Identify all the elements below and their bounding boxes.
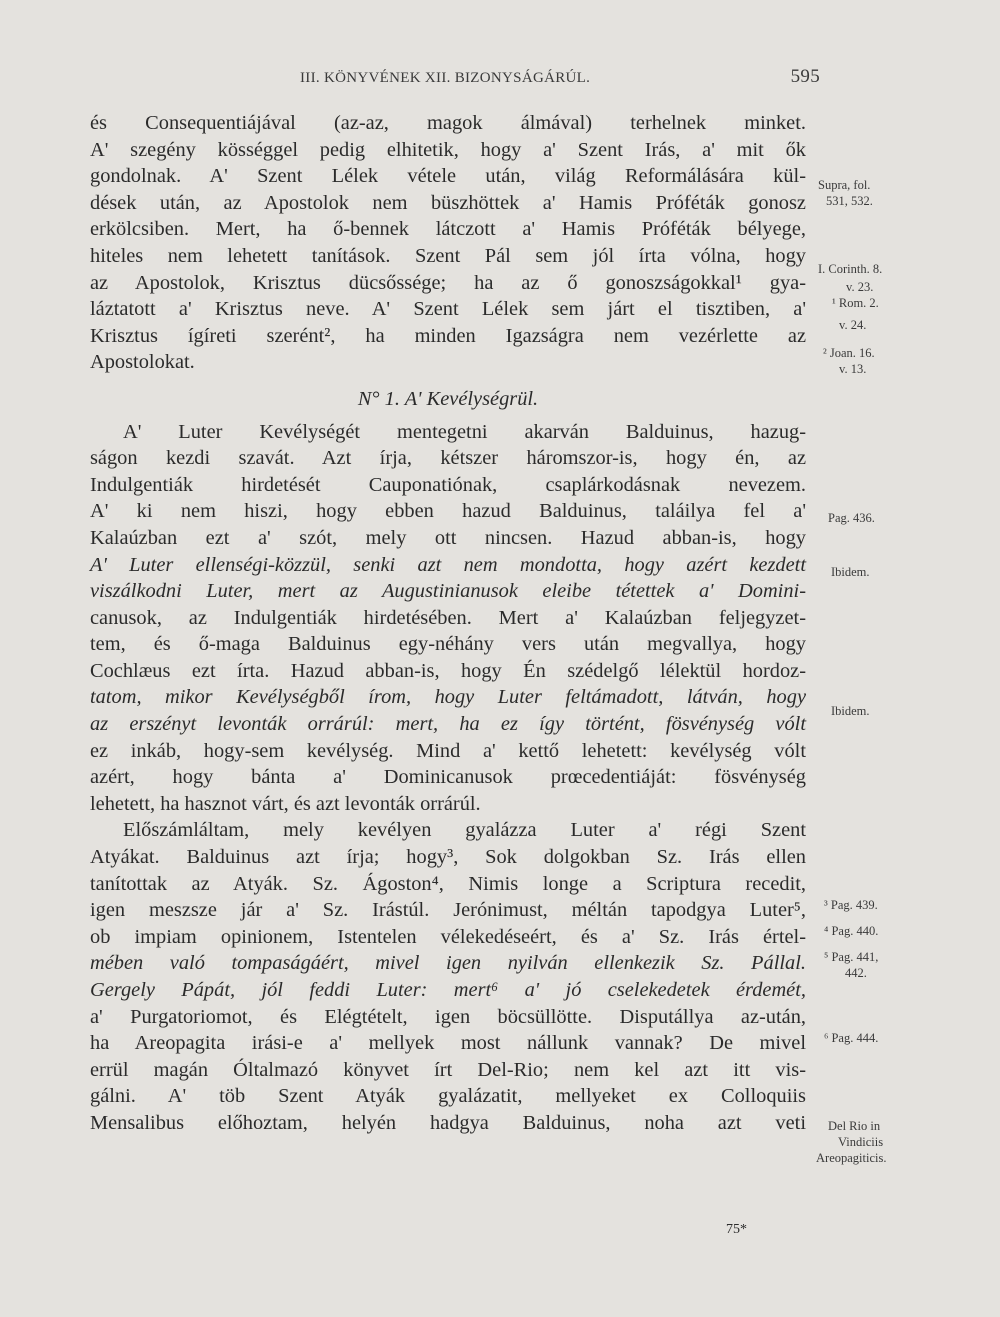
text-line: igen meszsze jár a' Sz. Irástúl. Jerónimust, méltán tapodgya Luter⁵, xyxy=(90,899,806,922)
text-line: Krisztus ígíreti szerént², ha minden Igazságra nem vezérlette az xyxy=(90,324,806,347)
text-line: lehetett, ha hasznot várt, és azt levonták orrárúl. xyxy=(90,792,481,815)
margin-note: Areopagiticis. xyxy=(816,1151,887,1165)
page-number: 595 xyxy=(790,66,820,87)
body-text xyxy=(90,110,806,1137)
text-line: Cochlæus ezt írta. Hazud abban-is, hogy Én szédelgő lélektül hordoz- xyxy=(90,659,806,682)
text-line: ob impiam opinionem, Istentelen vélekedéseért, és a' Sz. Irás értel- xyxy=(90,925,806,948)
text-line: Atyákat. Balduinus azt írja; hogy³, Sok dolgokban Sz. Irás ellen xyxy=(90,846,806,869)
margin-note: v. 23. xyxy=(846,280,874,294)
margin-note: Vindiciis xyxy=(838,1135,884,1149)
text-line: gondolnak. A' Szent Lélek vétele után, világ Reformálására kül- xyxy=(90,165,806,188)
margin-note: Supra, fol. xyxy=(818,178,871,192)
text-line: és Consequentiájával (az-az, magok álmával) terhelnek minket. xyxy=(90,112,806,134)
text-line: erkölcsiben. Mert, ha ő-bennek látczott a' Hamis Próféták bélyege, xyxy=(90,218,806,241)
text-line: Előszámláltam, mely kevélyen gyalázza Luter a' régi Szent xyxy=(123,819,806,842)
section-heading: N° 1. A' Kevélységrül. xyxy=(357,387,539,410)
text-line: mében való tompaságáért, mivel igen nyilván ellenkezik Sz. Pállal. xyxy=(90,952,806,975)
text-line: ez inkáb, hogy-sem kevélység. Mind a' kettő lehetett: kevélység vólt xyxy=(90,739,806,762)
margin-note: ² Joan. 16. xyxy=(823,346,875,360)
text-line: ságon kezdi szavát. Azt írja, kétszer háromszor-is, hogy én, az xyxy=(90,447,806,470)
margin-note: ⁴ Pag. 440. xyxy=(824,924,879,938)
text-line: Apostolokat. xyxy=(90,351,195,374)
text-line: tem, és ő-maga Balduinus egy-néhány vers után megvallya, hogy xyxy=(90,633,806,656)
margin-note: ⁵ Pag. 441, xyxy=(824,950,879,964)
margin-note: 531, 532. xyxy=(826,194,873,208)
text-line: viszálkodni Luter, mert az Augustinianusok eleibe tétettek a' Domini- xyxy=(90,580,806,603)
text-line: az Apostolok, Krisztus dücsőssége; ha az ő gonoszságokkal¹ gya- xyxy=(90,271,806,294)
text-line: Kalaúzban ezt a' szót, mely ott nincsen. Hazud abban-is, hogy xyxy=(90,526,806,549)
margin-note: v. 24. xyxy=(839,318,867,332)
text-line: ha Areopagita irási-e a' mellyek most nállunk vannak? De mivel xyxy=(90,1032,806,1055)
text-line: láztatott a' Krisztus neve. A' Szent Lélek sem járt el tisztiben, a' xyxy=(90,298,806,321)
text-line: az erszényt levonták orrárúl: mert, ha ez így történt, fösvénység vólt xyxy=(90,713,806,736)
text-line: errül magán Óltalmazó könyvet írt Del-Rio; nem kel azt itt vis- xyxy=(90,1058,806,1081)
margin-note: 442. xyxy=(845,966,867,980)
margin-note: I. Corinth. 8. xyxy=(818,262,883,276)
text-line: a' Purgatoriomot, és Elégtételt, igen böcsüllötte. Disputállya az-után, xyxy=(90,1005,806,1028)
margin-note: ³ Pag. 439. xyxy=(824,898,878,912)
header-title: III. KÖNYVÉNEK XII. BIZONYSÁGÁRÚL. xyxy=(300,70,591,86)
text-line: A' ki nem hiszi, hogy ebben hazud Balduinus, taláilya fel a' xyxy=(90,500,806,523)
text-line: Indulgentiák hirdetését Cauponatiónak, csaplárkodásnak nevezem. xyxy=(90,473,806,496)
text-line: tanítottak az Atyák. Sz. Ágoston⁴, Nimis longe a Scriptura recedit, xyxy=(90,872,806,895)
text-line: A' Luter Kevélységét mentegetni akarván Balduinus, hazug- xyxy=(123,420,806,443)
text-line: canusok, az Indulgentiák hirdetésében. Mert a' Kalaúzban feljegyzet- xyxy=(90,606,806,629)
margin-note: Pag. 436. xyxy=(828,511,875,525)
text-line: A' szegény kösséggel pedig elhitetik, hogy a' Szent Irás, a' mit ők xyxy=(90,138,806,161)
signature-mark: 75* xyxy=(726,1222,747,1237)
text-line: azért, hogy bánta a' Dominicanusok prœcedentiáját: fösvénység xyxy=(90,766,806,789)
text-line: dések után, az Apostolok nem büszhöttek a' Hamis Próféták gonosz xyxy=(90,191,806,214)
margin-note: ⁶ Pag. 444. xyxy=(824,1031,879,1045)
text-line: gálni. A' töb Szent Atyák gyalázatit, mellyeket ex Colloquiis xyxy=(90,1085,806,1108)
text-line: Mensalibus előhoztam, helyén hadgya Balduinus, noha azt veti xyxy=(90,1111,806,1134)
text-line: A' Luter ellenségi-közzül, senki azt nem mondotta, hogy azért kezdett xyxy=(90,553,806,576)
margin-note: Del Rio in xyxy=(828,1119,881,1133)
margin-note: Ibidem. xyxy=(831,565,870,579)
text-line: Gergely Pápát, jól feddi Luter: mert⁶ a' jó cselekedetek érdemét, xyxy=(90,979,806,1001)
text-line: tatom, mikor Kevélységből írom, hogy Luter feltámadott, látván, hogy xyxy=(90,686,806,709)
margin-note: v. 13. xyxy=(839,362,867,376)
text-line: hiteles nem lehetett tanítások. Szent Pál sem jól írta vólna, hogy xyxy=(90,244,806,267)
margin-note: ¹ Rom. 2. xyxy=(832,296,879,310)
margin-note: Ibidem. xyxy=(831,704,870,718)
